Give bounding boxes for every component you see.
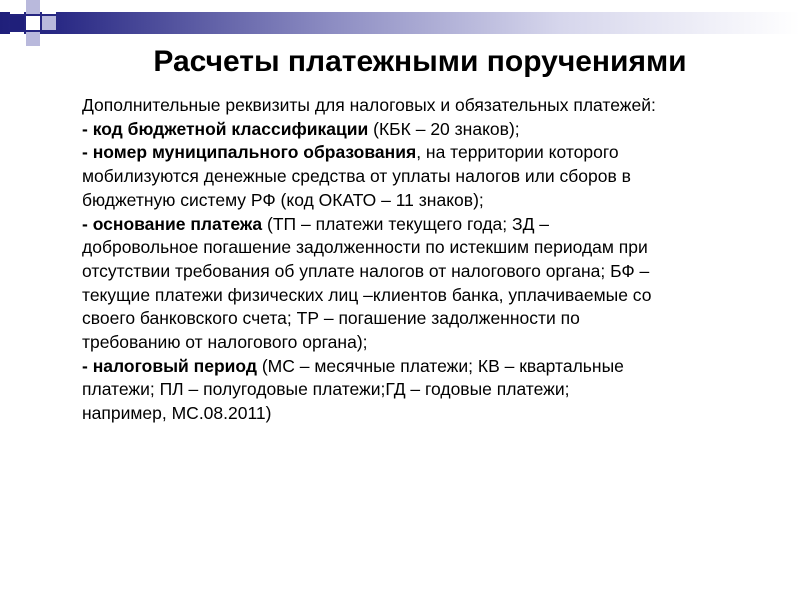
body-line [82, 378, 742, 402]
body-line [82, 402, 742, 426]
body-term: - налоговый период [82, 355, 257, 376]
body-text: платежи; ПЛ – полугодовые платежи;ГД – годовые платежи; [82, 379, 570, 400]
body-text: (МС – месячные платежи; КВ – квартальные [256, 355, 624, 376]
body-text: своего банковского счета; ТР – погашение задолженности по [82, 308, 580, 329]
decor-square [10, 16, 24, 30]
body-line [82, 141, 742, 165]
body-text: (КБК – 20 знаков); [368, 118, 520, 139]
body-term: - код бюджетной классификации [82, 118, 369, 139]
body-term: - номер муниципального образования [82, 142, 417, 163]
decor-square [42, 16, 56, 30]
body-line [82, 213, 742, 237]
body-text: (ТП – платежи текущего года; ЗД – [262, 213, 550, 234]
body-text: мобилизуются денежные средства от уплаты налогов или сборов в [82, 166, 631, 187]
body-text: бюджетную систему РФ (код ОКАТО – 11 знаков); [82, 189, 484, 210]
body-text: например, МС.08.2011) [82, 403, 272, 424]
slide-title: Расчеты платежными поручениями [153, 45, 687, 78]
body-line [82, 236, 742, 260]
body-text: Дополнительные реквизиты для налоговых и обязательных платежей: [82, 95, 656, 115]
body-line [82, 94, 742, 118]
body-line [82, 260, 742, 284]
body-line [82, 331, 742, 355]
body-line [82, 307, 742, 331]
body-line [82, 189, 742, 213]
decor-square [10, 0, 24, 14]
body-text: добровольное погашение задолженности по истекшим периодам при [82, 237, 648, 258]
body-text: отсутствии требования об уплате налогов от налогового органа; БФ – [82, 260, 650, 281]
decor-square [26, 16, 40, 30]
slide-body-text [82, 94, 742, 426]
decor-square [42, 0, 56, 14]
body-line [82, 284, 742, 308]
body-line [82, 355, 742, 379]
body-text: текущие платежи физических лиц –клиентов банка, уплачиваемые со [82, 284, 652, 305]
body-text: требованию от налогового органа); [82, 332, 368, 353]
body-text: , на территории которого [416, 142, 619, 163]
decor-square [26, 0, 40, 14]
body-line [82, 118, 742, 142]
header-gradient-band [0, 12, 800, 34]
body-term: - основание платежа [82, 213, 263, 234]
body-line [82, 165, 742, 189]
